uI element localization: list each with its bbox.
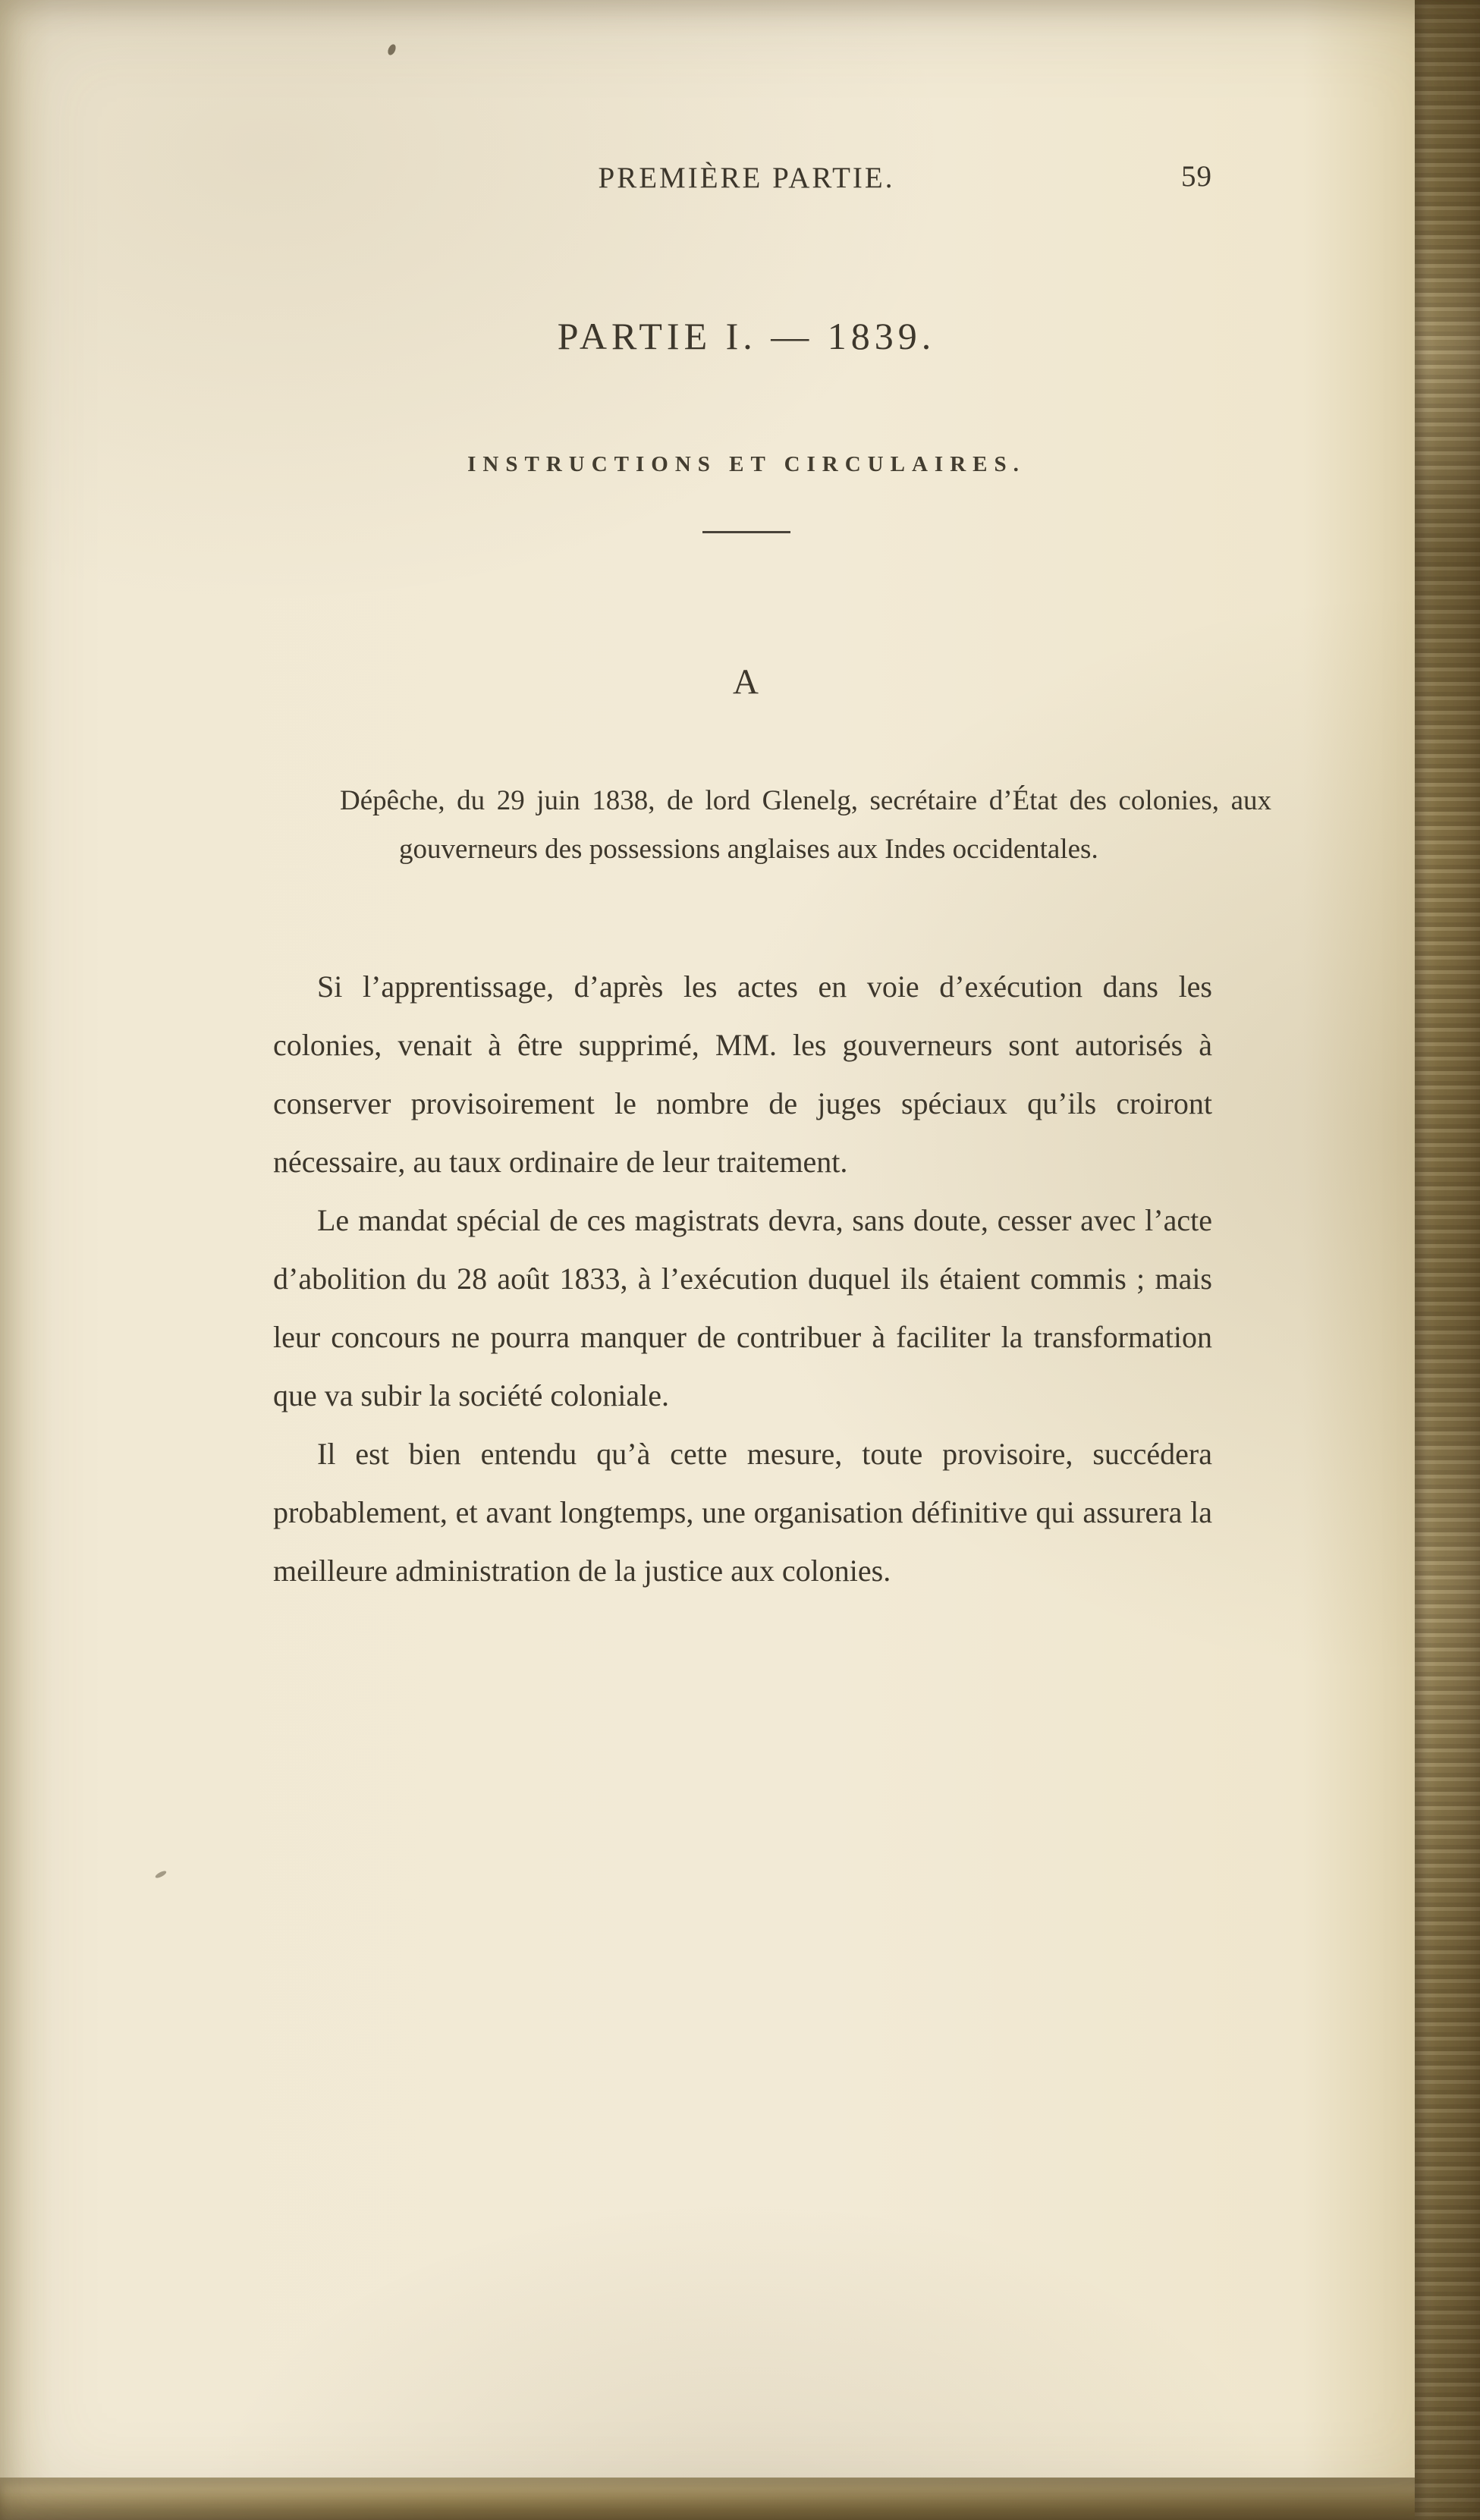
ink-speck: [155, 1870, 168, 1880]
part-title: PARTIE I. — 1839.: [557, 315, 936, 357]
section-divider: [702, 531, 790, 533]
ink-speck: [386, 43, 397, 56]
book-bottom-edge: [0, 2478, 1480, 2520]
section-letter: A: [733, 662, 760, 702]
paragraph: Si l’apprentissage, d’après les actes en voie d’exécution dans les colonies, venait à être supprimé, MM. les gouverneurs sont autorisés à conserver provisoirement le nombre de juges spéciaux qu’ils croiront nécessaire, au taux ordinaire de leur traitement.: [273, 969, 1212, 1179]
dispatch-headnote: Dépêche, du 29 juin 1838, de lord Glenelg, secrétaire d’État des colonies, aux gouverneurs des possessions anglaises aux Indes occidentales.: [340, 785, 1271, 865]
book-fore-edge: [1415, 0, 1480, 2520]
paragraph: Il est bien entendu qu’à cette mesure, toute provisoire, succédera probablement, et avant longtemps, une organisation définitive qui assurera la meilleure administration de la justice aux colonies.: [273, 1437, 1212, 1588]
page-number: 59: [1181, 160, 1212, 193]
part-subtitle: INSTRUCTIONS ET CIRCULAIRES.: [467, 452, 1026, 476]
running-header-title: PREMIÈRE PARTIE.: [598, 162, 895, 194]
running-header: [279, 161, 1214, 195]
body-text: [273, 957, 1212, 1600]
paragraph: Le mandat spécial de ces magistrats devra, sans doute, cesser avec l’acte d’abolition du 28 août 1833, à l’exécution duquel ils étaient commis ; mais leur concours ne pourra manquer de contribuer à faciliter la transformation que va subir la société coloniale.: [273, 1203, 1212, 1412]
